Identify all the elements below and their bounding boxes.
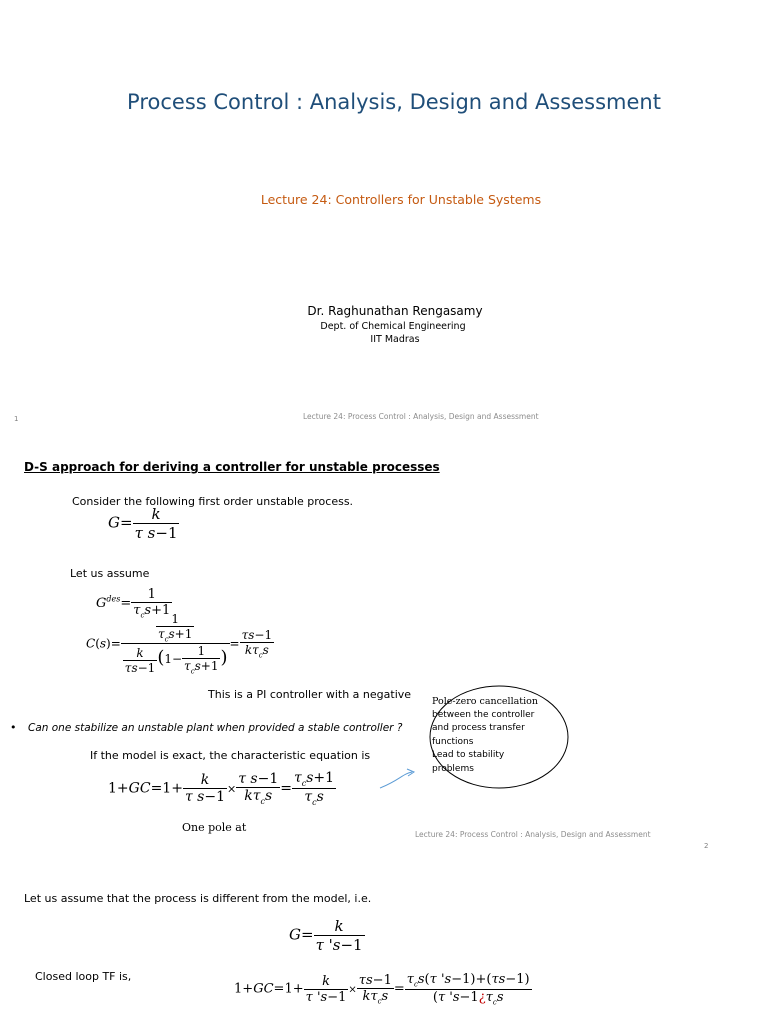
- callout-line-3: and process transfer: [432, 723, 525, 733]
- eq-ce-tau: τ: [184, 788, 193, 805]
- eq-ce-one-5: 1: [325, 770, 335, 786]
- eq4-k-2: k: [362, 988, 371, 1004]
- eq-k-2: k: [136, 645, 144, 660]
- eq4-tau-2: τ: [491, 972, 499, 987]
- eq4-gc: GC: [253, 981, 274, 997]
- eq4-s-8: s: [496, 989, 504, 1005]
- eq4-tauc-3: τ: [485, 989, 493, 1005]
- eq-s-5: s: [131, 660, 138, 675]
- eq-ce-plus: +: [116, 780, 129, 797]
- eq-des-sup: des: [106, 594, 121, 604]
- eq-ce-tauc-3: τ: [304, 788, 313, 805]
- eq4-csub-2: c: [413, 980, 418, 989]
- eq-tau-3: τ: [241, 628, 249, 643]
- bullet-point: [10, 721, 402, 734]
- eq4-times: ×: [348, 984, 357, 996]
- char-eq-text: If the model is exact, the characteristic equation is: [90, 749, 371, 762]
- eq-s-2: s: [144, 603, 152, 618]
- pi-note: This is a PI controller with a negative: [208, 688, 412, 701]
- eq-ce-csub-2: c: [301, 778, 307, 788]
- eq-ce-tauc-2: τ: [294, 770, 302, 786]
- eq-ce-one-4: 1: [269, 770, 279, 787]
- eq3-minus: −: [340, 936, 354, 954]
- eq4-s-3: s: [381, 988, 389, 1004]
- eq4-minus-2: −: [372, 972, 384, 988]
- eq-ce-s-3: s: [265, 787, 273, 804]
- eq-s-4: s: [168, 627, 175, 641]
- eq-ce-one-3: 1: [216, 788, 225, 805]
- eq-minus-2: −: [137, 660, 148, 675]
- eq-c-sub: c: [140, 611, 145, 620]
- eq-plus-3: +: [200, 659, 211, 674]
- eq-ce-s-2: s: [250, 770, 258, 787]
- eq4-one-3: 1: [338, 989, 347, 1005]
- eq3-one: 1: [353, 936, 363, 954]
- eq-equals-2: =: [120, 595, 132, 611]
- eq-one: 1: [167, 524, 178, 542]
- eq-tau: τ: [134, 524, 143, 542]
- eq-ce-gc: GC: [128, 780, 151, 797]
- eq-ce-minus: −: [204, 788, 217, 805]
- eq-ce-one-2: 1: [162, 780, 172, 797]
- eq-c-sub-2: c: [164, 635, 169, 644]
- callout-text: [432, 695, 562, 776]
- callout-line-6: problems: [432, 763, 474, 774]
- slide2-heading: D-S approach for deriving a controller for unstable processes: [24, 460, 440, 474]
- eq-s-8: s: [262, 643, 269, 658]
- eq-ce-plus-3: +: [313, 770, 326, 786]
- one-pole-text: One pole at: [182, 821, 247, 834]
- eq3-k: k: [334, 917, 344, 935]
- eq3-eq: =: [300, 925, 314, 944]
- eq4-s-4: s: [417, 972, 425, 987]
- eq4-one-6: 1: [516, 972, 525, 987]
- slide1-title: Process Control : Analysis, Design and Assessment: [127, 90, 661, 114]
- eq-ce-k-2: k: [244, 787, 253, 804]
- eq4-tau-prime-3: τ ': [437, 989, 453, 1005]
- closed-loop-text: Closed loop TF is,: [35, 970, 132, 983]
- eq-ce-eq-2: =: [280, 780, 292, 797]
- eq-ce-tau-2: τ: [238, 770, 246, 787]
- eq4-minus-3: −: [451, 972, 463, 987]
- eq-ce-csub: c: [260, 796, 265, 806]
- eq-one-10: 1: [264, 628, 273, 643]
- eq4-s-5: s: [444, 972, 452, 987]
- eq-tauc: τ: [133, 603, 141, 618]
- eq-ce-s-5: s: [316, 788, 324, 805]
- eq4-s-2: s: [365, 972, 373, 988]
- eq-c-sub-4: c: [258, 651, 263, 660]
- controller-equation: C(s)= $\frac{1}{\tau_cs+1}$ $\frac{k}{\tau s-1}$ (1− $\frac{1}{\tau_cs+1}$ ) = $\frac{\tau s-1}{k\tau_cs}$: [86, 612, 273, 676]
- eq4-inv-question: ¿: [478, 989, 486, 1005]
- eq4-tau-prime-2: τ ': [429, 972, 445, 987]
- eq-tauc-2: τ: [157, 627, 165, 641]
- closed-loop-equation: 1+GC=1+ $\frac{k}{\tau 's-1}$ × $\frac{\tau s-1}{k\tau_cs}$ = $\frac{\tau_cs(\tau 's-1)+(\tau s-1)}{(\tau 's-1¿\tau_cs}$: [234, 972, 530, 1007]
- eq-minus: −: [155, 524, 168, 542]
- eq3-g: G: [289, 925, 301, 944]
- eq-equals-4: =: [229, 636, 240, 651]
- callout-line-1: Pole-zero cancellation: [432, 696, 538, 707]
- eq4-tauc: τ: [370, 988, 378, 1004]
- eq4-plus-2: +: [292, 981, 304, 997]
- eq-ce-s-4: s: [306, 770, 314, 786]
- eq4-s-7: s: [452, 989, 460, 1005]
- eq-equals-3: =: [110, 636, 121, 651]
- eq-one-5: 1: [184, 627, 193, 641]
- characteristic-equation: [108, 770, 336, 807]
- eq-c: C: [86, 636, 96, 651]
- eq-ce-one: 1: [108, 780, 117, 797]
- eq4-csub: c: [377, 997, 382, 1006]
- eq-one-6: 1: [147, 660, 156, 675]
- eq-s-6: s: [194, 659, 201, 674]
- eq-ce-plus-2: +: [171, 780, 183, 797]
- eq4-s: s: [320, 989, 328, 1005]
- department: Dept. of Chemical Engineering: [320, 321, 466, 332]
- slide1-footer: Lecture 24: Process Control : Analysis, Design and Assessment: [303, 412, 539, 421]
- eq4-one-5: 1: [462, 972, 471, 987]
- eq-ce-tauc: τ: [252, 787, 261, 804]
- eq4-one: 1: [234, 981, 243, 997]
- process-mismatch-equation: [289, 917, 365, 954]
- eq-ce-csub-3: c: [312, 797, 317, 807]
- eq3-s: s: [332, 936, 341, 954]
- callout-connector: [380, 772, 412, 788]
- eq-minus-3: −: [171, 652, 183, 667]
- eq-c-sub-3: c: [190, 667, 195, 676]
- eq-one-9: 1: [210, 659, 219, 674]
- eq-tau-2: τ: [124, 660, 132, 675]
- eq-ce-k: k: [200, 771, 210, 788]
- bullet-dot-icon: •: [10, 721, 17, 734]
- eq-one-4: 1: [171, 612, 179, 626]
- eq4-eq: =: [273, 981, 285, 997]
- eq-ce-minus-2: −: [257, 770, 270, 787]
- eq-num-k: k: [151, 505, 161, 523]
- institute: IIT Madras: [370, 334, 420, 345]
- eq4-plus-3: +: [475, 972, 487, 987]
- eq-tauc-3: τ: [184, 659, 191, 674]
- eq-ce-times: ×: [227, 782, 237, 796]
- process-tf-equation: [108, 505, 179, 542]
- slide1-page-number: 1: [14, 415, 19, 423]
- eq-s-3: s: [99, 636, 107, 651]
- eq4-s-6: s: [498, 972, 506, 987]
- eq4-eq-2: =: [393, 981, 405, 997]
- eq4-minus-5: −: [459, 989, 471, 1005]
- eq-gdes: G: [96, 595, 107, 611]
- eq4-tau: τ: [358, 972, 366, 988]
- eq-plus: +: [151, 603, 162, 618]
- eq-ce-s: s: [197, 788, 205, 805]
- author-name: Dr. Raghunathan Rengasamy: [307, 304, 483, 318]
- eq4-one-2: 1: [284, 981, 293, 997]
- eq4-minus-4: −: [505, 972, 517, 987]
- eq4-minus: −: [327, 989, 339, 1005]
- eq-plus-2: +: [174, 627, 185, 641]
- eq-one-7: 1: [164, 652, 172, 667]
- eq-one-3: 1: [161, 603, 171, 618]
- eq-minus-4: −: [254, 628, 265, 643]
- eq4-one-4: 1: [383, 972, 392, 988]
- eq4-csub-3: c: [492, 998, 497, 1007]
- slide1-subtitle: Lecture 24: Controllers for Unstable Systems: [260, 192, 542, 207]
- callout-line-5: Lead to stability: [432, 750, 505, 760]
- intro-text: Consider the following first order unstable process.: [72, 495, 354, 508]
- eq-ce-eq: =: [150, 780, 163, 797]
- eq-s-7: s: [248, 628, 255, 643]
- eq-g: G: [108, 513, 120, 532]
- eq4-one-7: 1: [470, 989, 479, 1005]
- callout-line-2: between the controller: [432, 709, 535, 720]
- eq-one-8: 1: [197, 644, 206, 659]
- slide3-intro: Let us assume that the process is different from the model, i.e.: [24, 892, 372, 905]
- eq-k-3: k: [244, 643, 253, 658]
- eq-equals: =: [119, 513, 133, 532]
- slide2-footer: Lecture 24: Process Control : Analysis, Design and Assessment: [415, 830, 651, 839]
- eq4-plus: +: [242, 981, 254, 997]
- slide2-page-number: 2: [704, 842, 709, 850]
- callout-line-4: functions: [432, 736, 474, 747]
- eq-tauc-4: τ: [252, 643, 259, 658]
- eq3-tau-prime: τ ': [315, 936, 333, 954]
- eq4-k: k: [322, 973, 330, 989]
- bullet-question: Can one stabilize an unstable plant when provided a stable controller ?: [28, 722, 403, 734]
- eq-s: s: [147, 524, 156, 542]
- assume-text: Let us assume: [70, 567, 150, 580]
- eq-one-2: 1: [147, 587, 156, 602]
- eq4-tauc-2: τ: [406, 972, 414, 987]
- eq4-tau-prime: τ ': [305, 989, 321, 1005]
